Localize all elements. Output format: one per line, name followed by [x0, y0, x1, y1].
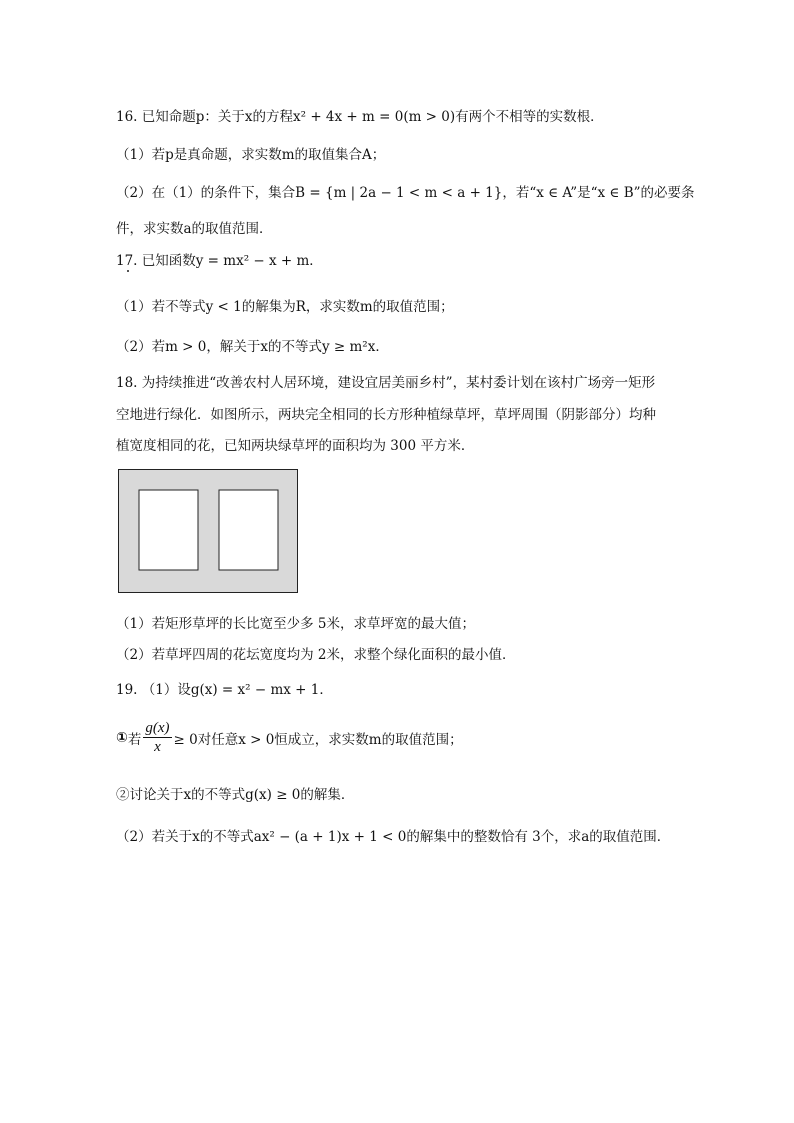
problem-17-part1: （1）若不等式y < 1的解集为R，求实数m的取值范围； — [116, 299, 454, 315]
problem-18-stem-line3: 植宽度相同的花，已知两块绿草坪的面积均为 300 平方米． — [116, 438, 475, 454]
problem-16-part2-line1: （2）在（1）的条件下，集合B = {m | 2a − 1 < m < a + 1}，若“x ∈ A”是“x ∈ B”的必要条 — [116, 185, 695, 201]
problem-17-part2: （2）若m > 0，解关于x的不等式y ≥ m²x． — [116, 339, 389, 355]
sub1-prefix: 若 — [127, 731, 142, 748]
fraction-denominator: x — [154, 739, 161, 755]
problem-19-sub2: ②讨论关于x的不等式g(x) ≥ 0的解集． — [116, 787, 355, 803]
stray-dot-mark — [127, 270, 129, 272]
problem-18-stem-line1: 18. 为持续推进“改善农村人居环境，建设宜居美丽乡村”，某村委计划在该村广场旁一矩形 — [116, 375, 656, 391]
problem-16-stem: 16. 已知命题p：关于x的方程x² + 4x + m = 0(m > 0)有两个不相等的实数根． — [116, 109, 604, 125]
lawn-diagram — [118, 469, 298, 593]
problem-18-stem-line2: 空地进行绿化．如图所示，两块完全相同的长方形种植绿草坪，草坪周围（阴影部分）均种 — [116, 407, 656, 423]
problem-19-stem: 19. （1）设g(x) = x² − mx + 1． — [116, 682, 333, 698]
lawn-left — [139, 490, 198, 570]
fraction-numerator: g(x) — [145, 720, 170, 736]
lawn-right — [219, 490, 278, 570]
problem-18-part1: （1）若矩形草坪的长比宽至少多 5米，求草坪宽的最大值； — [116, 616, 475, 632]
problem-17-stem: 17. 已知函数y = mx² − x + m． — [116, 253, 323, 269]
problem-19-sub1 — [116, 719, 463, 756]
circled-one-marker: ① — [116, 729, 128, 746]
problem-18-part2: （2）若草坪四周的花坛宽度均为 2米，求整个绿化面积的最小值． — [116, 647, 516, 663]
fraction-g-over-x — [143, 719, 171, 756]
problem-16-part2-line2: 件，求实数a的取值范围． — [116, 221, 273, 237]
problem-19-part2: （2）若关于x的不等式ax² − (a + 1)x + 1 < 0的解集中的整数恰有 3个，求a的取值范围． — [116, 829, 671, 845]
sub1-suffix: ≥ 0对任意x > 0恒成立，求实数m的取值范围； — [173, 731, 463, 748]
problem-16-part1: （1）若p是真命题，求实数m的取值集合A； — [116, 147, 386, 163]
